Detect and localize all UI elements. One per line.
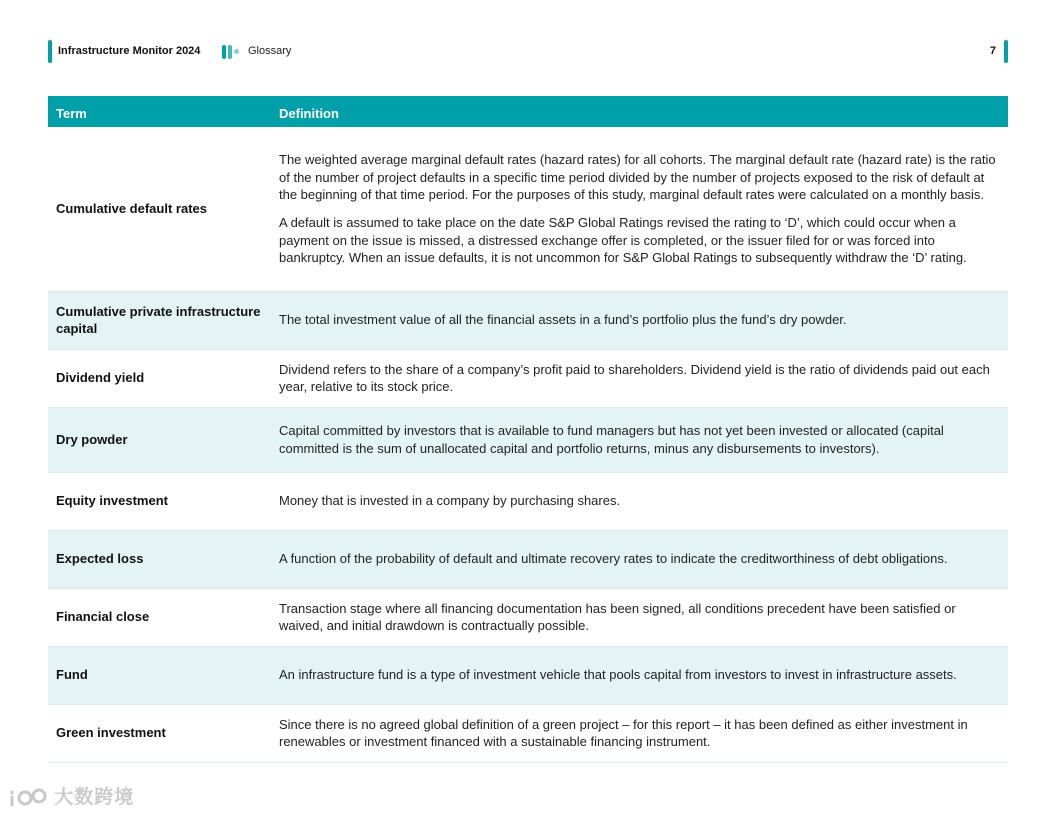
definition-paragraph: A default is assumed to take place on the date S&P Global Ratings revised the rating to ‘D’, which could occur when a payment on the issue is missed, a distressed exchange offer is completed, or the issuer filed for or was forced into bankruptcy. When an issue defaults, it is not uncommon for S&P Global Ratings to subsequently withdraw the ‘D’ rating. xyxy=(279,215,967,265)
glossary-table xyxy=(48,96,1008,763)
term-cell: Dry powder xyxy=(48,407,271,472)
watermark xyxy=(8,782,134,809)
page-header xyxy=(48,40,1008,64)
definition-cell: The total investment value of all the financial assets in a fund’s portfolio plus the fund’s dry powder. xyxy=(271,291,1008,349)
report-title: Infrastructure Monitor 2024 xyxy=(58,45,201,57)
definition-paragraph: The weighted average marginal default rates (hazard rates) for all cohorts. The marginal default rate (hazard rate) is the ratio of the number of project defaults in a specific time period divided by the number of projects exposed to the risk of default at the beginning of that time period. For the purposes of this study, marginal default rates were calculated on a monthly basis. xyxy=(279,152,996,202)
definition-cell xyxy=(271,127,1008,291)
term-cell: Fund xyxy=(48,646,271,704)
term-cell: Cumulative private infrastructure capital xyxy=(48,291,271,349)
term-cell: Green investment xyxy=(48,704,271,762)
definition-cell: A function of the probability of default and ultimate recovery rates to indicate the creditworthiness of debt obligations. xyxy=(271,530,1008,588)
term-cell: Equity investment xyxy=(48,472,271,530)
table-header-row xyxy=(48,96,1008,127)
brand-mark-icon xyxy=(222,45,244,59)
definition-cell: Since there is no agreed global definition of a green project – for this report – it has been defined as either investment in renewables or investment financed with a sustainable financing instrument. xyxy=(271,704,1008,762)
definition-cell: Money that is invested in a company by purchasing shares. xyxy=(271,472,1008,530)
table-row xyxy=(48,704,1008,762)
header-accent-bar-right xyxy=(1004,40,1008,63)
table-row xyxy=(48,407,1008,472)
table-row xyxy=(48,349,1008,407)
table-row xyxy=(48,588,1008,646)
watermark-logo-icon xyxy=(8,787,48,809)
term-cell: Financial close xyxy=(48,588,271,646)
watermark-text: 大数跨境 xyxy=(54,787,135,808)
term-cell: Cumulative default rates xyxy=(48,127,271,291)
table-row xyxy=(48,127,1008,291)
header-accent-bar-left xyxy=(48,40,52,63)
column-header-term: Term xyxy=(48,96,271,127)
definition-cell: Capital committed by investors that is available to fund managers but has not yet been invested or allocated (capital committed is the sum of unallocated capital and portfolio returns, minus any disbursements to investors). xyxy=(271,407,1008,472)
table-row xyxy=(48,646,1008,704)
table-row xyxy=(48,530,1008,588)
definition-cell: Dividend refers to the share of a company’s profit paid to shareholders. Dividend yield is the ratio of dividends paid out each year, relative to its stock price. xyxy=(271,349,1008,407)
page-number: 7 xyxy=(989,45,996,57)
table-row xyxy=(48,291,1008,349)
column-header-definition: Definition xyxy=(271,96,1008,127)
definition-cell: An infrastructure fund is a type of investment vehicle that pools capital from investors to invest in infrastructure assets. xyxy=(271,646,1008,704)
term-cell: Expected loss xyxy=(48,530,271,588)
definition-cell: Transaction stage where all financing documentation has been signed, all conditions precedent have been satisfied or waived, and initial drawdown is contractually possible. xyxy=(271,588,1008,646)
term-cell: Dividend yield xyxy=(48,349,271,407)
table-row xyxy=(48,472,1008,530)
section-name: Glossary xyxy=(248,45,292,57)
